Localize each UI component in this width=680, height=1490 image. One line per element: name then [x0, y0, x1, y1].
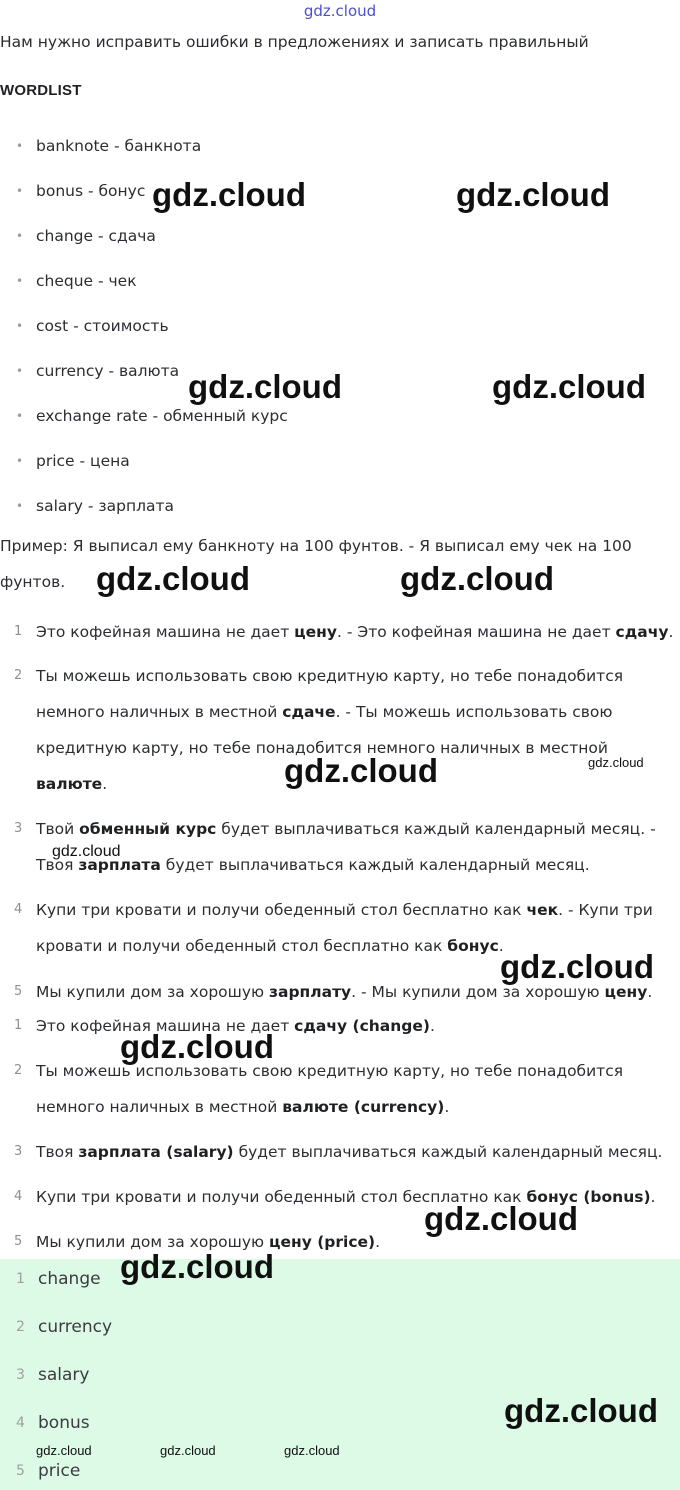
- bullet-icon: •: [16, 139, 24, 153]
- final-sentence-text: Твоя зарплата (salary) будет выплачиваться каждый календарный месяц.: [36, 1143, 663, 1161]
- correction-text: Это кофейная машина не дает цену. - Это кофейная машина не дает сдачу.: [36, 623, 674, 641]
- correction-text: Ты можешь использовать свою кредитную карту, но тебе понадобится немного наличных в местной сдаче. - Ты можешь использовать свою кредитную карту, но тебе понадобится немного наличных в местной валюте.: [36, 667, 624, 793]
- answer-number: 1: [16, 1271, 25, 1287]
- watermark: gdz.cloud: [188, 368, 342, 405]
- answer-number: 3: [16, 1367, 25, 1383]
- watermark: gdz.cloud: [588, 755, 644, 770]
- bullet-icon: •: [16, 409, 24, 423]
- watermark: gdz.cloud: [120, 1028, 274, 1065]
- bullet-icon: •: [16, 499, 24, 513]
- watermark: gdz.cloud: [284, 1443, 340, 1458]
- item-number: 5: [14, 984, 23, 999]
- item-number: 5: [14, 1234, 23, 1249]
- correction-text: Мы купили дом за хорошую зарплату. - Мы купили дом за хорошую цену.: [36, 983, 653, 1001]
- watermark: gdz.cloud: [500, 948, 654, 985]
- watermark: gdz.cloud: [36, 1443, 92, 1458]
- watermark: gdz.cloud: [424, 1200, 578, 1237]
- answer-word: bonus: [38, 1413, 90, 1433]
- bullet-icon: •: [16, 364, 24, 378]
- bullet-icon: •: [16, 274, 24, 288]
- final-sentence-text: Мы купили дом за хорошую цену (price).: [36, 1233, 381, 1251]
- task-intro: Нам нужно исправить ошибки в предложениях и записать правильный: [0, 33, 589, 51]
- watermark: gdz.cloud: [492, 368, 646, 405]
- answer-word: currency: [38, 1317, 113, 1337]
- answer-number: 5: [16, 1463, 25, 1479]
- watermark: gdz.cloud: [120, 1248, 274, 1285]
- watermark: gdz.cloud: [96, 560, 250, 597]
- final-sentence-text: Купи три кровати и получи обеденный стол бесплатно как бонус (bonus).: [36, 1188, 656, 1206]
- watermark: gdz.cloud: [284, 752, 438, 789]
- answer-number: 2: [16, 1319, 25, 1335]
- final-sentence-text: Ты можешь использовать свою кредитную карту, но тебе понадобится немного наличных в местной валюте (currency).: [36, 1062, 624, 1116]
- item-number: 3: [14, 821, 23, 836]
- bullet-icon: •: [16, 319, 24, 333]
- item-number: 4: [14, 1189, 23, 1204]
- item-number: 4: [14, 902, 23, 917]
- answer-word: change: [38, 1269, 101, 1289]
- correction-text: Твой обменный курс будет выплачиваться каждый календарный месяц. - Твоя зарплата будет выплачиваться каждый календарный месяц.: [36, 820, 656, 874]
- item-number: 2: [14, 1063, 23, 1078]
- watermark: gdz.cloud: [160, 1443, 216, 1458]
- item-number: 1: [14, 1018, 23, 1033]
- correction-text: Купи три кровати и получи обеденный стол бесплатно как чек. - Купи три кровати и получи обеденный стол бесплатно как бонус.: [36, 901, 653, 955]
- answer-number: 4: [16, 1415, 25, 1431]
- watermark: gdz.cloud: [504, 1392, 658, 1429]
- watermark: gdz.cloud: [152, 176, 306, 213]
- bullet-icon: •: [16, 184, 24, 198]
- item-number: 2: [14, 668, 23, 683]
- answer-word: salary: [38, 1365, 90, 1385]
- answer-word: price: [38, 1461, 81, 1481]
- bullet-icon: •: [16, 454, 24, 468]
- item-number: 1: [14, 624, 23, 639]
- watermark: gdz.cloud: [52, 843, 121, 860]
- example-sentence: Пример: Я выписал ему банкноту на 100 фунтов. - Я выписал ему чек на 100 фунтов.: [0, 537, 632, 591]
- watermark: gdz.cloud: [400, 560, 554, 597]
- watermark: gdz.cloud: [456, 176, 610, 213]
- site-logo[interactable]: gdz.cloud: [303, 2, 377, 20]
- answers-panel: [0, 1259, 680, 1490]
- bullet-icon: •: [16, 229, 24, 243]
- item-number: 3: [14, 1144, 23, 1159]
- wordlist-title: WORDLIST: [0, 82, 82, 99]
- final-sentence-text: Это кофейная машина не дает сдачу (change).: [36, 1017, 435, 1035]
